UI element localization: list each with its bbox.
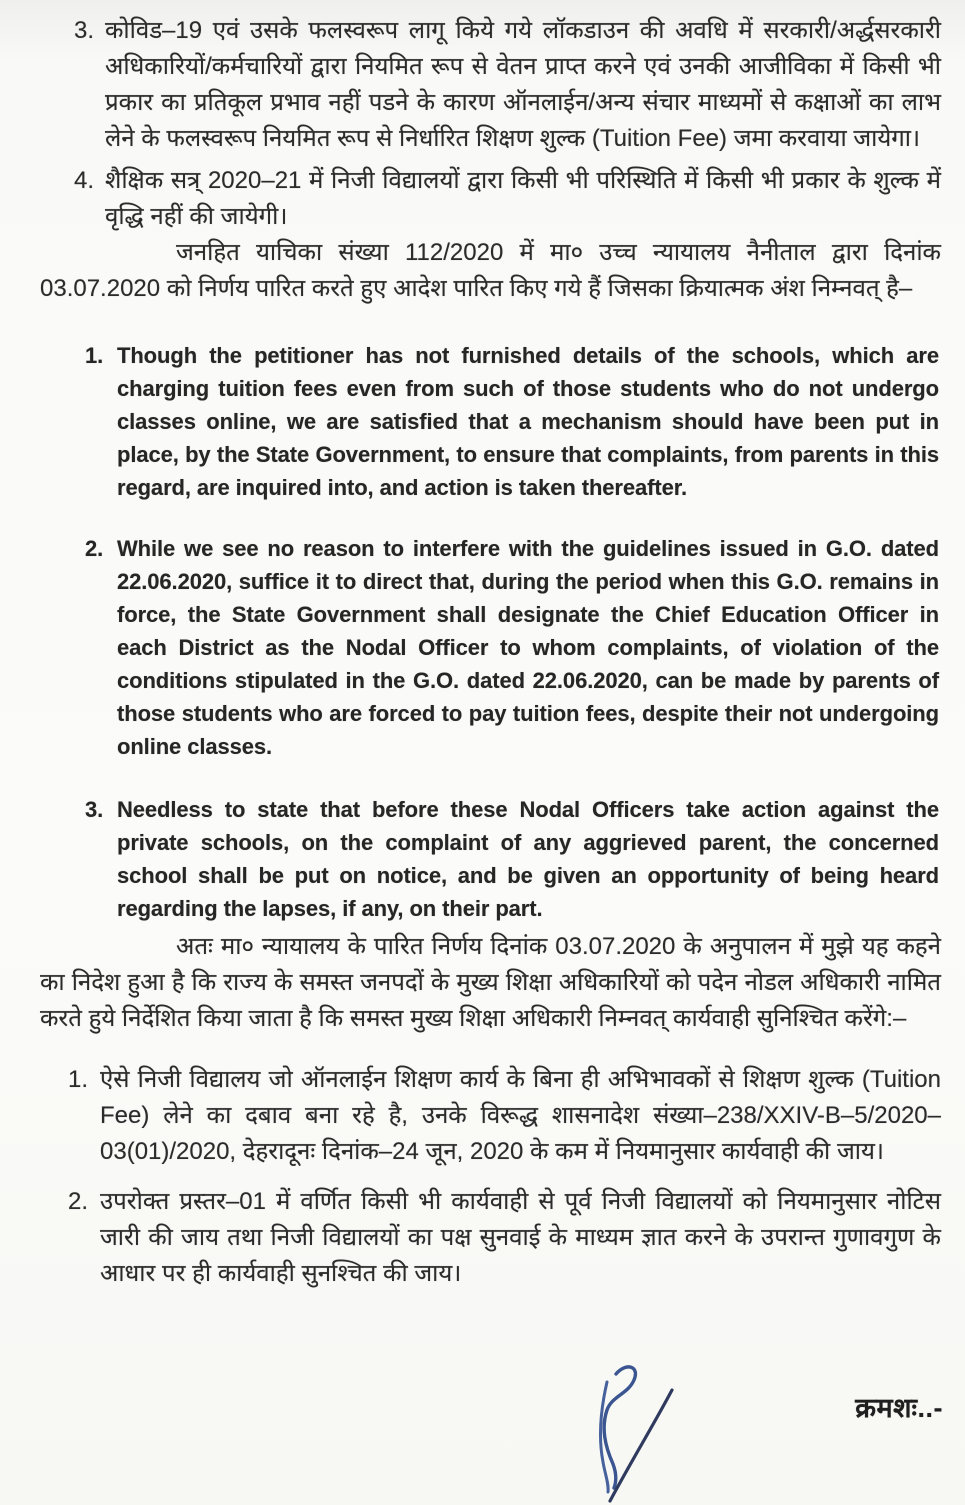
clause-text: कोविड–19 एवं उसके फलस्वरूप लागू किये गये लॉकडाउन की अवधि में सरकारी/अर्द्धसरकारी अधिकारियों/कर्मचारियों द्वारा नियमित रूप से वेतन प्राप्त करने एवं उनकी आजीविका में किसी भी प्रकार का प्रतिकूल प्रभाव नहीं पडने के कारण ऑनलाईन/अन्य संचार माध्यमों से कक्षाओं का लाभ लेने के फलस्वरूप नियमित रूप से निर्धारित शिक्षण शुल्क (Tuition Fee) जमा करवाया जायेगा।: [105, 17, 941, 152]
court-order-item-1: [85, 339, 939, 504]
clause-number: 2.: [68, 1188, 89, 1215]
clause-text: उपरोक्त प्रस्तर–01 में वर्णित किसी भी कार्यवाही से पूर्व निजी विद्यालयों को नियमानुसार नोटिस जारी की जाय तथा निजी विद्यालयों का पक्ष सुनवाई के माध्यम ज्ञात करने के उपरान्त गुणावगुण के आधार पर ही कार्यवाही सुनश्चित की जाय।: [100, 1188, 941, 1287]
court-order-item-3: [85, 793, 939, 925]
clause-text: ऐसे निजी विद्यालय जो ऑनलाईन शिक्षण कार्य के बिना ही अभिभावकों से शिक्षण शुल्क (Tuition Fee) लेने का दबाव बना रहे है, उनके विरूद्ध शासनादेश संख्या–238/XXIV-B–5/2020–03(01)/2020, देहरादूनः दिनांक–24 जून, 2020 के कम में नियमानुसार कार्यवाही की जाय।: [100, 1066, 941, 1165]
pil-reference-paragraph: जनहित याचिका संख्या 112/2020 में मा० उच्च न्यायालय नैनीताल द्वारा दिनांक 03.07.2020 को निर्णय पारित करते हुए आदेश पारित किए गये हैं जिसका क्रियात्मक अंश निम्नवत् है–: [40, 239, 941, 302]
court-order-item-2: [85, 532, 939, 763]
clause-number: 1.: [68, 1066, 89, 1093]
clause-number: 1.: [85, 343, 104, 368]
clause-text: शैक्षिक सत्र् 2020–21 में निजी विद्यालयों द्वारा किसी भी परिस्थिति में किसी भी प्रकार के शुल्क में वृद्धि नहीं की जायेगी।: [105, 167, 941, 230]
clause-number: 2.: [85, 536, 104, 561]
hindi-clause-list-top: [74, 13, 941, 235]
clause-number: 3.: [74, 17, 95, 44]
clause-text: While we see no reason to interfere with the guidelines issued in G.O. dated 22.06.2020, suffice it to direct that, during the period when this G.O. remains in force, the State Government shall designate the Chief Education Officer in each District as the Nodal Officer to whom complaints, of violation of the conditions stipulated in the G.O. dated 22.06.2020, can be made by parents of those students who are forced to pay tuition fees, despite their not undergoing online classes.: [117, 536, 939, 759]
hindi-clause-4: [74, 163, 941, 235]
continuation-mark: क्रमशः..-: [855, 1393, 943, 1423]
clause-text: Though the petitioner has not furnished details of the schools, which are charging tuition fees even from such of those students who do not undergo classes online, we are satisfied that a mechanism should have been put in place, by the State Government, to ensure that complaints, from parents in this regard, are inquired into, and action is taken thereafter.: [117, 343, 939, 500]
directive-item-1: [68, 1062, 941, 1170]
directive-list: [68, 1062, 941, 1292]
directive-item-2: [68, 1184, 941, 1292]
compliance-paragraph: अतः मा० न्यायालय के पारित निर्णय दिनांक 03.07.2020 के अनुपालन में मुझे यह कहने का निदेश हुआ है कि राज्य के समस्त जनपदों के मुख्य शिक्षा अधिकारियों को पदेन नोडल अधिकारी नामित करते हुये निर्देशित किया जाता है कि समस्त मुख्य शिक्षा अधिकारी निम्नवत् कार्यवाही सुनिश्चित करेंगे:–: [40, 933, 941, 1032]
hindi-clause-3: [74, 13, 941, 157]
court-order-extract-list: [85, 339, 939, 925]
clause-text: Needless to state that before these Nodal Officers take action against the private schools, on the complaint of any aggrieved parent, the concerned school shall be put on notice, and be given an opportunity of being heard regarding the lapses, if any, on their part.: [117, 797, 939, 921]
clause-number: 3.: [85, 797, 104, 822]
signature-ink-mark: [580, 1358, 705, 1505]
clause-number: 4.: [74, 167, 95, 194]
